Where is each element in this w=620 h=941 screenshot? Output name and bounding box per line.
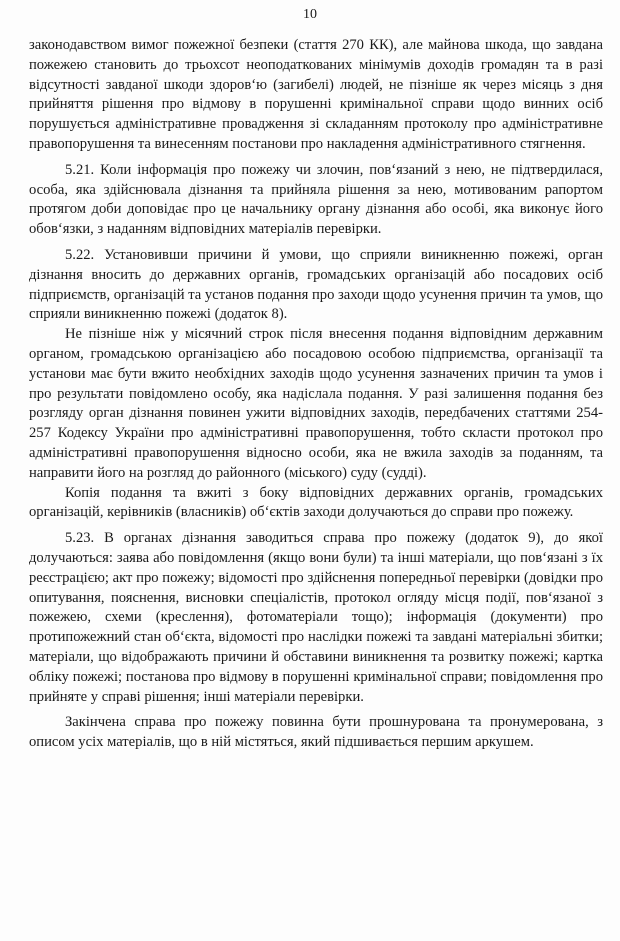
paragraph-5-22: 5.22. Установивши причини й умови, що сприяли виникненню пожежі, орган дізнання вносить до державних органів, громадських організацій або посадових осіб підприємств, організацій та установ подання про заходи щодо усунення причин та умов, що сприяли виникненню пожежі (додаток 8). (29, 246, 603, 323)
paragraph-5-23: 5.23. В органах дізнання заводиться справа про пожежу (додаток 9), до якої долучаються: заява або повідомлення (якщо вони були) та інші матеріали, що пов‘язані з їх реєстрацією; акт про пожежу; відомості про здійснення попередньої перевірки (довідки про опитування, пояснення, висновки спеціалістів, протокол огляду місця події, пов‘язаної з пожежею, схеми (креслення), фотоматеріали тощо); інформація (документи) про протипожежний стан об‘єкта, відомості про наслідки пожежі та завдані матеріальні збитки; матеріали, що відображають причини й обставини виникнення та розвитку пожежі; картка обліку пожежі; постанова про відмову в порушенні кримінальної справи; повідомлення про прийняте у справі рішення; інші матеріали перевірки. (29, 530, 603, 705)
paragraph-5-21: 5.21. Коли інформація про пожежу чи злочин, пов‘язаний з нею, не підтвердилася, особа, яка здійснювала дізнання та прийняла рішення за нею, мотивованим рапортом протягом доби доповідає про це начальнику органу дізнання або особі, яка виконує його обов‘язки, з наданням відповідних матеріалів перевірки. (29, 161, 603, 238)
paragraph-submission-copy: Копія подання та вжиті з боку відповідних державних органів, громадських організацій, керівників (власників) об‘єктів заходи долучаються до справи про пожежу. (29, 484, 603, 521)
page-number: 10 (303, 7, 317, 22)
document-body (29, 36, 603, 753)
paragraph-continuation: законодавством вимог пожежної безпеки (стаття 270 КК), але майнова шкода, що завдана пожежею становить до трьохсот неоподаткованих мінімумів доходів громадян та в разі відсутності завданої шкоди здоров‘ю (загибелі) людей, не пізніше як через місяць з дня прийняття рішення про відмову в порушенні кримінальної справи щодо винних осіб порушується адміністративне провадження зі складанням протоколу про адміністративне правопорушення та винесенням постанови про накладення адміністративного стягнення. (29, 37, 603, 152)
paragraph-submission-deadline: Не пізніше ніж у місячний строк після внесення подання відповідним державним органом, громадською організацією або посадовою особою підприємства, організації та установи має бути вжито необхідних заходів щодо усунення зазначених причин та умов і про результати повідомлено особу, яка надіслала подання. У разі залишення подання без розгляду орган дізнання повинен ужити відповідних заходів, передбачених статтями 254-257 Кодексу України про адміністративні правопорушення, тобто скласти протокол про адміністративні правопорушення відносно особи, яка не вжила заходів за поданням, та направити його на розгляд до районного (міського) суду (судді). (29, 326, 603, 481)
paragraph-case-closing: Закінчена справа про пожежу повинна бути прошнурована та пронумерована, з описом усіх матеріалів, що в ній містяться, який підшивається першим аркушем. (29, 714, 603, 751)
